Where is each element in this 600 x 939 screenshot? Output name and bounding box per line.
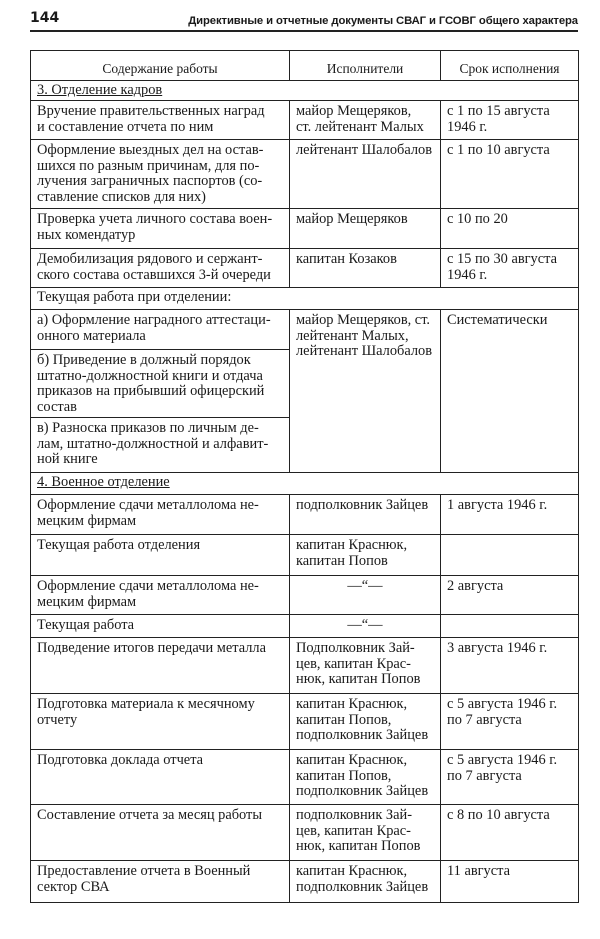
section-heading-row	[31, 81, 579, 101]
work-cell: Оформление выездных дел на остав- шихся по разным причинам, для по- лучения заграничных паспортов (со- ставление списков для них)	[31, 140, 290, 209]
table-row	[31, 140, 579, 209]
performers-cell: капитан Краснюк, подполковник Зайцев	[290, 861, 441, 903]
work-cell: Вручение правительственных наград и составление отчета по ним	[31, 101, 290, 140]
running-header	[30, 6, 578, 32]
performers-cell: капитан Краснюк, капитан Попов	[290, 535, 441, 576]
subheading-row	[31, 288, 579, 310]
deadline-cell	[441, 535, 579, 576]
table-row	[31, 310, 579, 350]
header-deadline: Срок исполнения	[441, 51, 579, 81]
table-row	[31, 535, 579, 576]
deadline-cell: 3 августа 1946 г.	[441, 638, 579, 694]
deadline-cell: с 1 по 10 августа	[441, 140, 579, 209]
work-cell: Подготовка материала к месячному отчету	[31, 694, 290, 750]
work-cell: б) Приведение в должный порядок штатно-должностной книги и отдача приказов на прибывший офицерский состав	[31, 350, 290, 418]
work-cell: Подведение итогов передачи металла	[31, 638, 290, 694]
work-cell: Предоставление отчета в Военный сектор СВА	[31, 861, 290, 903]
deadline-cell: с 5 августа 1946 г. по 7 августа	[441, 750, 579, 805]
performers-cell: майор Мещеряков, ст. лейтенант Малых, лейтенант Шалобалов	[290, 310, 441, 473]
subheading	[31, 288, 579, 310]
table-row	[31, 638, 579, 694]
deadline-cell: с 10 по 20	[441, 209, 579, 249]
table-row	[31, 576, 579, 615]
performers-cell: подполковник Зайцев	[290, 495, 441, 535]
deadline-cell: Систематически	[441, 310, 579, 473]
table-row	[31, 209, 579, 249]
performers-cell: —“—	[290, 576, 441, 615]
deadline-cell: с 15 по 30 августа 1946 г.	[441, 249, 579, 288]
work-plan-table	[30, 50, 579, 903]
performers-cell: —“—	[290, 615, 441, 638]
deadline-cell: 1 августа 1946 г.	[441, 495, 579, 535]
work-cell: в) Разноска приказов по личным де- лам, штатно-должностной и алфавит- ной книге	[31, 418, 290, 473]
work-cell: Проверка учета личного состава воен- ных комендатур	[31, 209, 290, 249]
work-cell: а) Оформление наградного аттестаци- онного материала	[31, 310, 290, 350]
deadline-cell	[441, 615, 579, 638]
section-heading-row	[31, 473, 579, 495]
deadline-cell: 2 августа	[441, 576, 579, 615]
heading-text: 4. Военное отделение	[37, 474, 170, 490]
performers-cell: капитан Краснюк, капитан Попов, подполковник Зайцев	[290, 694, 441, 750]
table-row	[31, 249, 579, 288]
deadline-cell: с 8 по 10 августа	[441, 805, 579, 861]
running-title: Директивные и отчетные документы СВАГ и ГСОВГ общего характера	[188, 15, 578, 27]
table-row	[31, 861, 579, 903]
deadline-cell: с 1 по 15 августа 1946 г.	[441, 101, 579, 140]
page-number: 144	[30, 10, 60, 26]
work-cell: Демобилизация рядового и сержант- ского состава оставшихся 3-й очереди	[31, 249, 290, 288]
header-performers: Исполнители	[290, 51, 441, 81]
work-cell: Подготовка доклада отчета	[31, 750, 290, 805]
performers-cell: капитан Козаков	[290, 249, 441, 288]
work-cell: Текущая работа отделения	[31, 535, 290, 576]
work-cell: Оформление сдачи металлолома не- мецким фирмам	[31, 576, 290, 615]
table-row	[31, 615, 579, 638]
table-row	[31, 805, 579, 861]
table-body	[31, 81, 579, 903]
performers-cell: капитан Краснюк, капитан Попов, подполковник Зайцев	[290, 750, 441, 805]
table-row	[31, 495, 579, 535]
heading-text: Текущая работа при отделении:	[37, 289, 232, 305]
section-heading	[31, 473, 579, 495]
work-cell: Составление отчета за месяц работы	[31, 805, 290, 861]
performers-cell: лейтенант Шалобалов	[290, 140, 441, 209]
deadline-cell: с 5 августа 1946 г. по 7 августа	[441, 694, 579, 750]
performers-cell: подполковник Зай- цев, капитан Крас- нюк, капитан Попов	[290, 805, 441, 861]
table-row	[31, 694, 579, 750]
section-heading	[31, 81, 579, 101]
table-header-row	[31, 51, 579, 81]
performers-cell: майор Мещеряков	[290, 209, 441, 249]
table-row	[31, 750, 579, 805]
work-cell: Оформление сдачи металлолома не- мецким фирмам	[31, 495, 290, 535]
header-work: Содержание работы	[31, 51, 290, 81]
performers-cell: Подполковник Зай- цев, капитан Крас- нюк, капитан Попов	[290, 638, 441, 694]
performers-cell: майор Мещеряков, ст. лейтенант Малых	[290, 101, 441, 140]
work-cell: Текущая работа	[31, 615, 290, 638]
deadline-cell: 11 августа	[441, 861, 579, 903]
heading-text: 3. Отделение кадров	[37, 82, 163, 98]
table-row	[31, 101, 579, 140]
